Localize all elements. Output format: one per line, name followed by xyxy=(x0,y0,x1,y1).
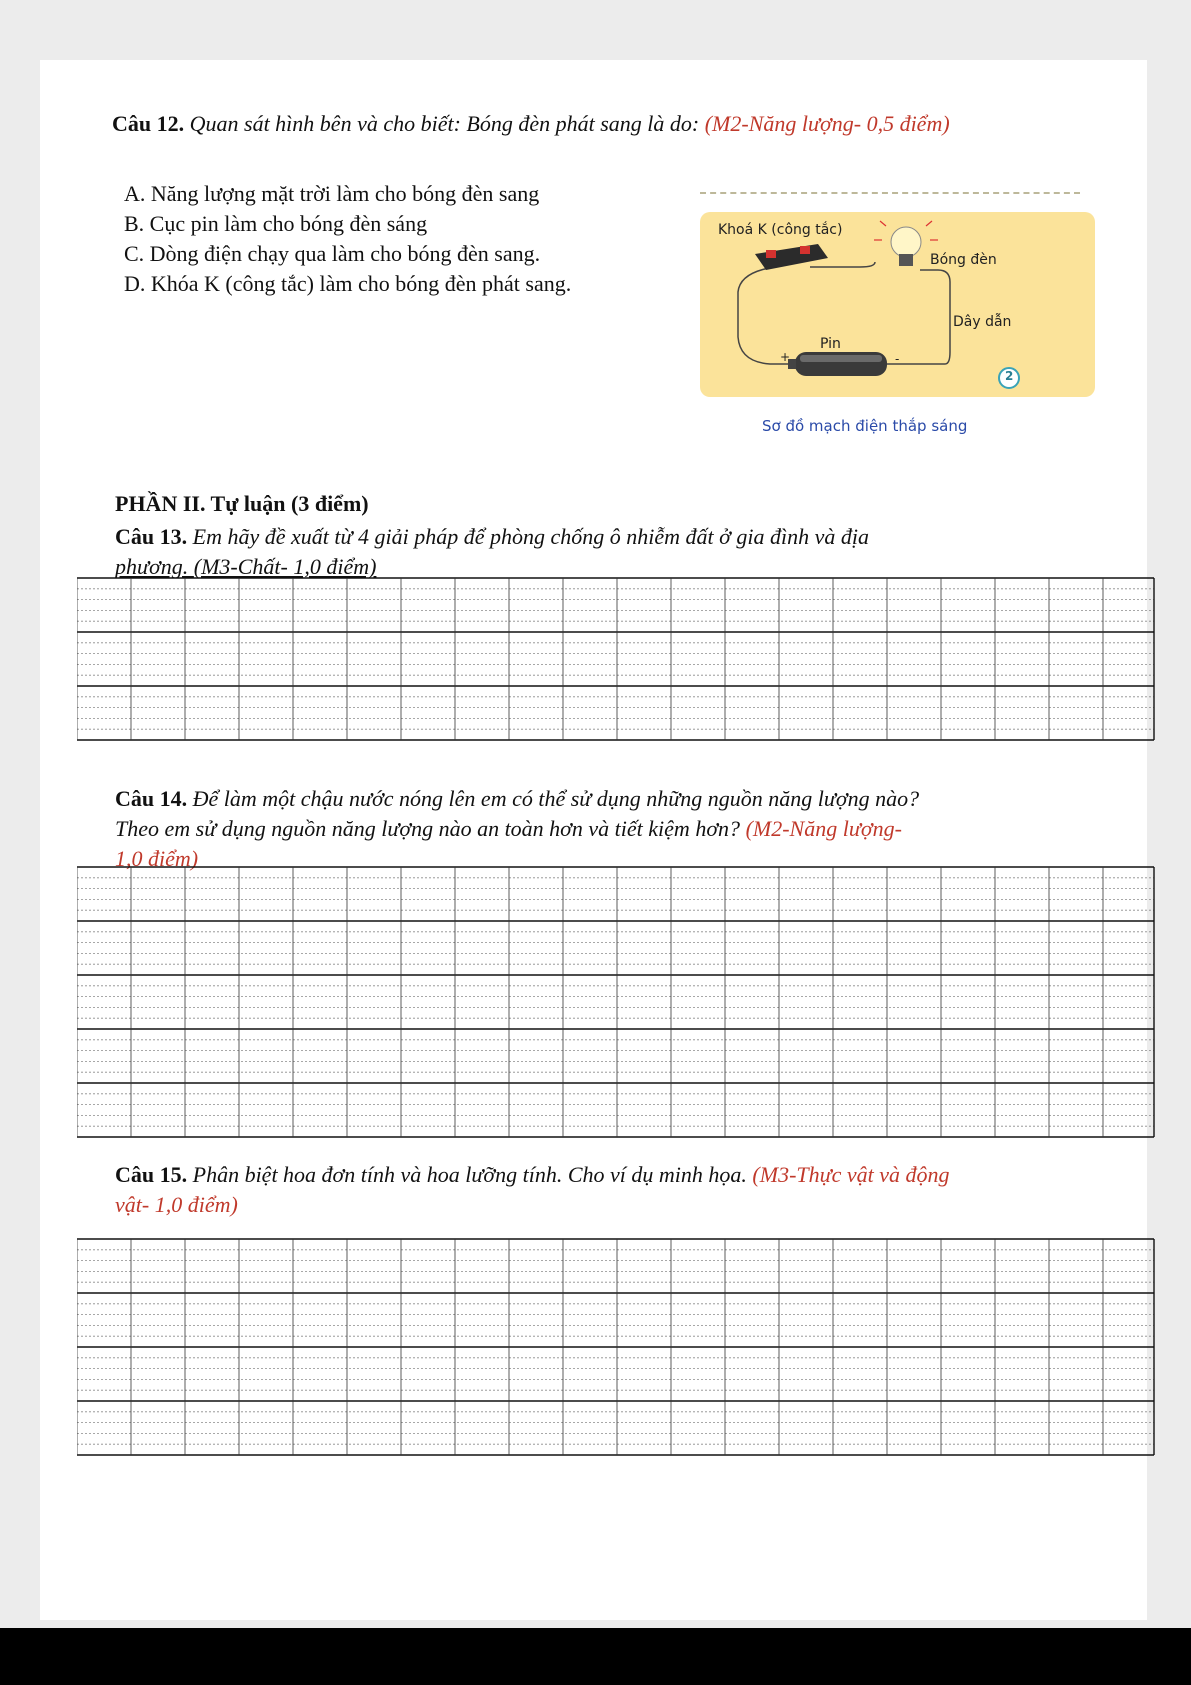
option-c: C. Dòng điện chạy qua làm cho bóng đèn sang. xyxy=(124,241,541,266)
answer-area-14[interactable] xyxy=(77,866,1157,1138)
question-14-text-cont: Theo em sử dụng nguồn năng lượng nào an toàn hơn và tiết kiệm hơn? xyxy=(115,816,746,841)
question-12-meta: (M2-Năng lượng- 0,5 điểm) xyxy=(704,111,950,136)
figure-divider xyxy=(700,192,1080,194)
minus-sign: - xyxy=(895,352,900,366)
bottom-black-bar xyxy=(0,1628,1191,1685)
question-13-text-cont: phương. xyxy=(115,554,194,579)
bulb-label: Bóng đèn xyxy=(930,252,997,268)
part-2-heading: PHẦN II. Tự luận (3 điểm) xyxy=(115,491,369,516)
switch-icon xyxy=(755,244,828,270)
answer-area-13[interactable] xyxy=(77,577,1157,741)
question-14-line2 xyxy=(115,813,1105,844)
plus-sign: + xyxy=(780,350,791,364)
worksheet-page xyxy=(40,60,1147,1620)
handwriting-grid xyxy=(77,1238,1157,1456)
question-15-line1 xyxy=(115,1159,1105,1190)
option-b: B. Cục pin làm cho bóng đèn sáng xyxy=(124,211,428,236)
question-14-meta-cont: 1,0 điểm) xyxy=(115,846,199,871)
question-15-line2 xyxy=(115,1189,1105,1220)
option-a: A. Năng lượng mặt trời làm cho bóng đèn sang xyxy=(124,181,540,206)
handwriting-grid xyxy=(77,577,1157,741)
switch-label: Khoá K (công tắc) xyxy=(718,222,843,238)
question-15-meta: (M3-Thực vật và động xyxy=(752,1162,950,1187)
circuit-diagram xyxy=(700,212,1095,397)
question-12 xyxy=(112,108,1072,139)
question-12-text: Quan sát hình bên và cho biết: Bóng đèn phát sang là do: xyxy=(184,111,705,136)
question-12-label: Câu 12. xyxy=(112,111,185,136)
question-14-line1 xyxy=(115,783,1105,814)
question-13-label: Câu 13. xyxy=(115,524,188,549)
question-15-text: Phân biệt hoa đơn tính và hoa lưỡng tính. Cho ví dụ minh họa. xyxy=(187,1162,753,1187)
question-13-text: Em hãy đề xuất từ 4 giải pháp để phòng chống ô nhiễm đất ở gia đình và địa xyxy=(187,524,869,549)
figure-caption: Sơ đồ mạch điện thắp sáng xyxy=(762,417,968,435)
light-bulb-icon xyxy=(874,221,938,266)
wire-label: Dây dẫn xyxy=(953,314,1012,330)
question-14-meta: (M2-Năng lượng- xyxy=(745,816,902,841)
battery-label: Pin xyxy=(820,336,841,352)
question-14-label: Câu 14. xyxy=(115,786,188,811)
answer-area-15[interactable] xyxy=(77,1238,1157,1456)
battery-icon xyxy=(788,352,887,376)
circuit-figure xyxy=(700,212,1095,397)
figure-number: 2 xyxy=(1005,369,1014,383)
question-15-meta-cont: vật- 1,0 điểm) xyxy=(115,1192,238,1217)
question-13-line1 xyxy=(115,521,1105,552)
handwriting-grid xyxy=(77,866,1157,1138)
option-d: D. Khóa K (công tắc) làm cho bóng đèn phát sang. xyxy=(124,271,572,296)
question-15-label: Câu 15. xyxy=(115,1162,188,1187)
question-13-meta: (M3-Chất- 1,0 điểm) xyxy=(193,554,377,579)
question-14-text: Để làm một chậu nước nóng lên em có thể sử dụng những nguồn năng lượng nào? xyxy=(187,786,920,811)
